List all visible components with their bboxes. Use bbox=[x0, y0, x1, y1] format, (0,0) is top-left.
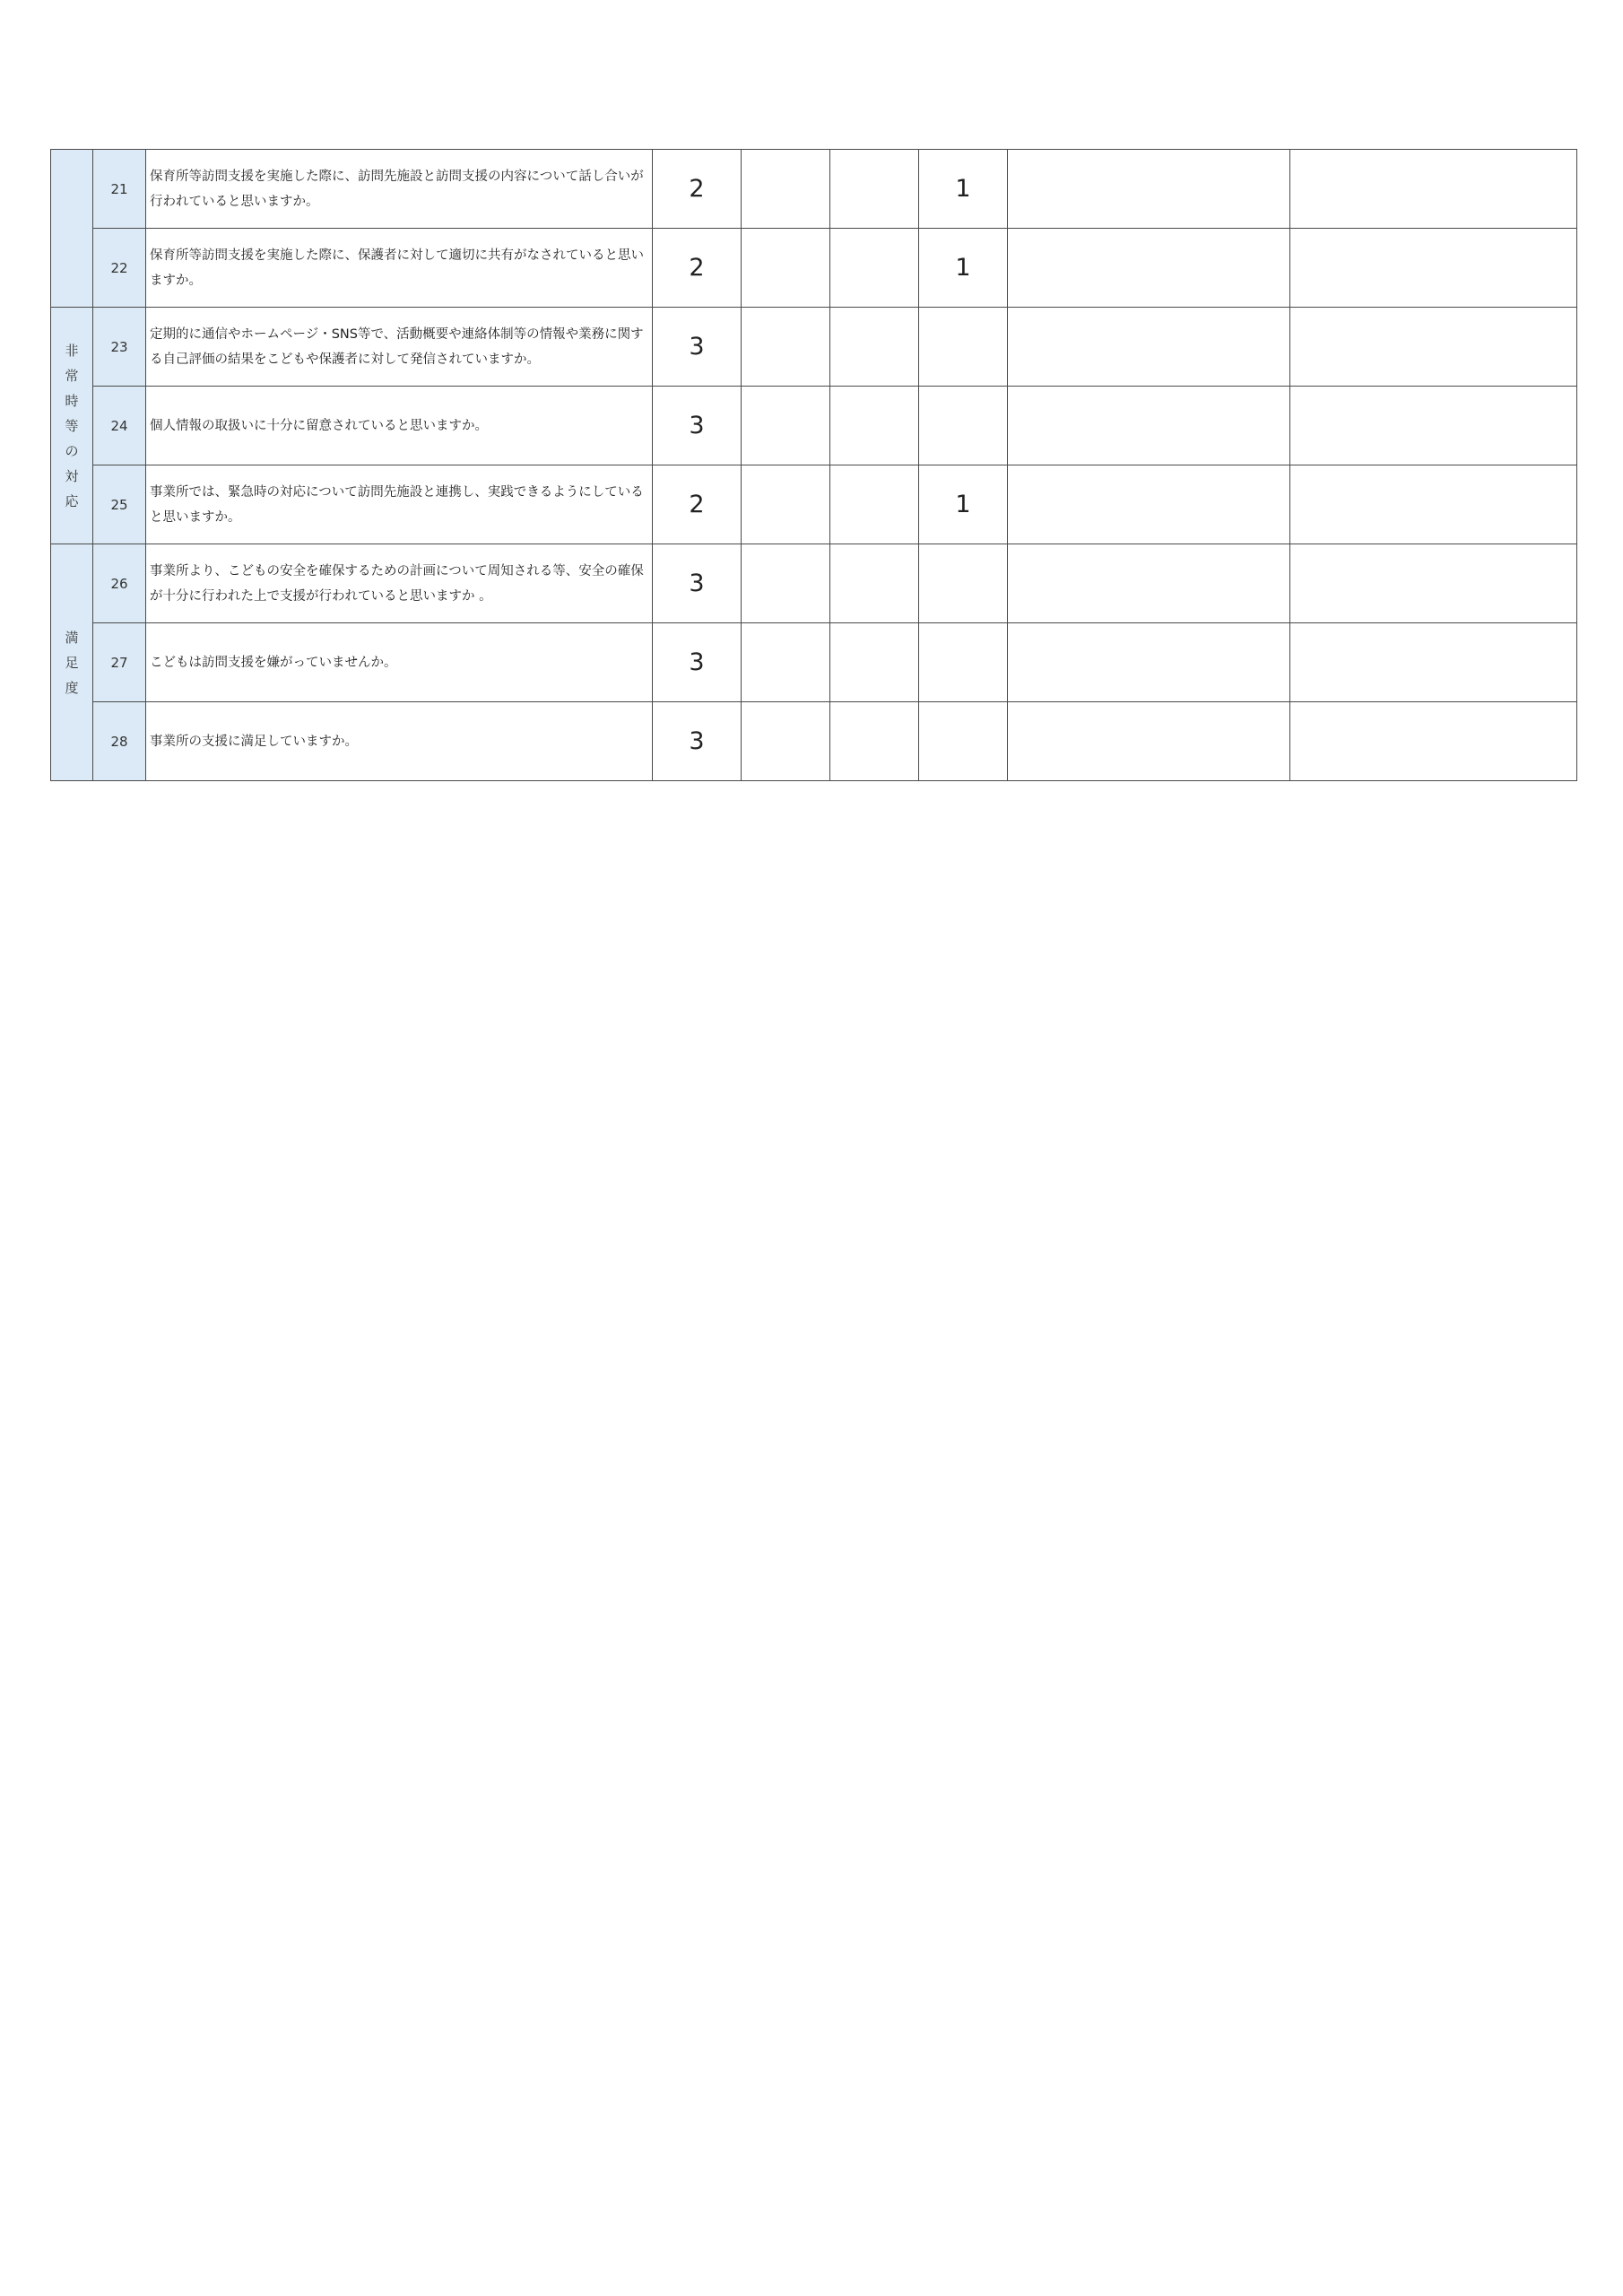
answer-count-2 bbox=[742, 229, 830, 308]
response-cell bbox=[1290, 544, 1577, 623]
item-number: 22 bbox=[93, 229, 146, 308]
answer-count-1: 3 bbox=[653, 623, 742, 702]
answer-count-3 bbox=[830, 308, 919, 387]
answer-count-3 bbox=[830, 702, 919, 781]
item-number: 23 bbox=[93, 308, 146, 387]
table-row bbox=[51, 308, 1577, 387]
answer-count-2 bbox=[742, 150, 830, 229]
question-text: 事業所より、こどもの安全を確保するための計画について周知される等、安全の確保が十分に行われた上で支援が行われていると思いますか 。 bbox=[146, 544, 653, 623]
answer-count-4: 1 bbox=[919, 150, 1008, 229]
answer-count-2 bbox=[742, 308, 830, 387]
answer-count-1: 3 bbox=[653, 387, 742, 465]
answer-count-4 bbox=[919, 623, 1008, 702]
answer-count-1: 3 bbox=[653, 544, 742, 623]
table-row bbox=[51, 702, 1577, 781]
response-cell bbox=[1290, 387, 1577, 465]
evaluation-table bbox=[50, 149, 1577, 781]
table-row bbox=[51, 465, 1577, 544]
response-cell bbox=[1290, 229, 1577, 308]
answer-count-1: 3 bbox=[653, 308, 742, 387]
item-number: 25 bbox=[93, 465, 146, 544]
question-text: 事業所の支援に満足していますか。 bbox=[146, 702, 653, 781]
comment-cell bbox=[1008, 465, 1290, 544]
comment-cell bbox=[1008, 544, 1290, 623]
item-number: 24 bbox=[93, 387, 146, 465]
response-cell bbox=[1290, 623, 1577, 702]
table-row bbox=[51, 387, 1577, 465]
category-cell-satisfaction bbox=[51, 544, 93, 781]
answer-count-3 bbox=[830, 387, 919, 465]
answer-count-3 bbox=[830, 229, 919, 308]
response-cell bbox=[1290, 150, 1577, 229]
answer-count-3 bbox=[830, 623, 919, 702]
response-cell bbox=[1290, 308, 1577, 387]
question-text: 事業所では、緊急時の対応について訪問先施設と連携し、実践できるようにしていると思いますか。 bbox=[146, 465, 653, 544]
answer-count-2 bbox=[742, 465, 830, 544]
category-cell-continued bbox=[51, 150, 93, 308]
answer-count-3 bbox=[830, 544, 919, 623]
answer-count-1: 2 bbox=[653, 229, 742, 308]
table-row bbox=[51, 229, 1577, 308]
answer-count-1: 2 bbox=[653, 150, 742, 229]
response-cell bbox=[1290, 702, 1577, 781]
question-text: こどもは訪問支援を嫌がっていませんか。 bbox=[146, 623, 653, 702]
table-row bbox=[51, 544, 1577, 623]
table-row bbox=[51, 150, 1577, 229]
comment-cell bbox=[1008, 702, 1290, 781]
category-label: 非常時等の対応 bbox=[65, 342, 79, 509]
comment-cell bbox=[1008, 150, 1290, 229]
question-text: 保育所等訪問支援を実施した際に、訪問先施設と訪問支援の内容について話し合いが行われていると思いますか。 bbox=[146, 150, 653, 229]
question-text: 個人情報の取扱いに十分に留意されていると思いますか。 bbox=[146, 387, 653, 465]
response-cell bbox=[1290, 465, 1577, 544]
table-row bbox=[51, 623, 1577, 702]
answer-count-4 bbox=[919, 544, 1008, 623]
answer-count-4 bbox=[919, 387, 1008, 465]
answer-count-3 bbox=[830, 465, 919, 544]
item-number: 27 bbox=[93, 623, 146, 702]
item-number: 21 bbox=[93, 150, 146, 229]
item-number: 26 bbox=[93, 544, 146, 623]
answer-count-2 bbox=[742, 544, 830, 623]
category-cell-emergency bbox=[51, 308, 93, 544]
answer-count-3 bbox=[830, 150, 919, 229]
answer-count-4: 1 bbox=[919, 229, 1008, 308]
answer-count-4 bbox=[919, 308, 1008, 387]
answer-count-1: 2 bbox=[653, 465, 742, 544]
answer-count-2 bbox=[742, 702, 830, 781]
item-number: 28 bbox=[93, 702, 146, 781]
answer-count-2 bbox=[742, 623, 830, 702]
question-text: 保育所等訪問支援を実施した際に、保護者に対して適切に共有がなされていると思いますか。 bbox=[146, 229, 653, 308]
answer-count-4: 1 bbox=[919, 465, 1008, 544]
answer-count-4 bbox=[919, 702, 1008, 781]
comment-cell bbox=[1008, 308, 1290, 387]
question-text: 定期的に通信やホームページ・SNS等で、活動概要や連絡体制等の情報や業務に関する自己評価の結果をこどもや保護者に対して発信されていますか。 bbox=[146, 308, 653, 387]
category-label: 満足度 bbox=[65, 629, 79, 696]
comment-cell bbox=[1008, 387, 1290, 465]
comment-cell bbox=[1008, 623, 1290, 702]
answer-count-1: 3 bbox=[653, 702, 742, 781]
comment-cell bbox=[1008, 229, 1290, 308]
answer-count-2 bbox=[742, 387, 830, 465]
